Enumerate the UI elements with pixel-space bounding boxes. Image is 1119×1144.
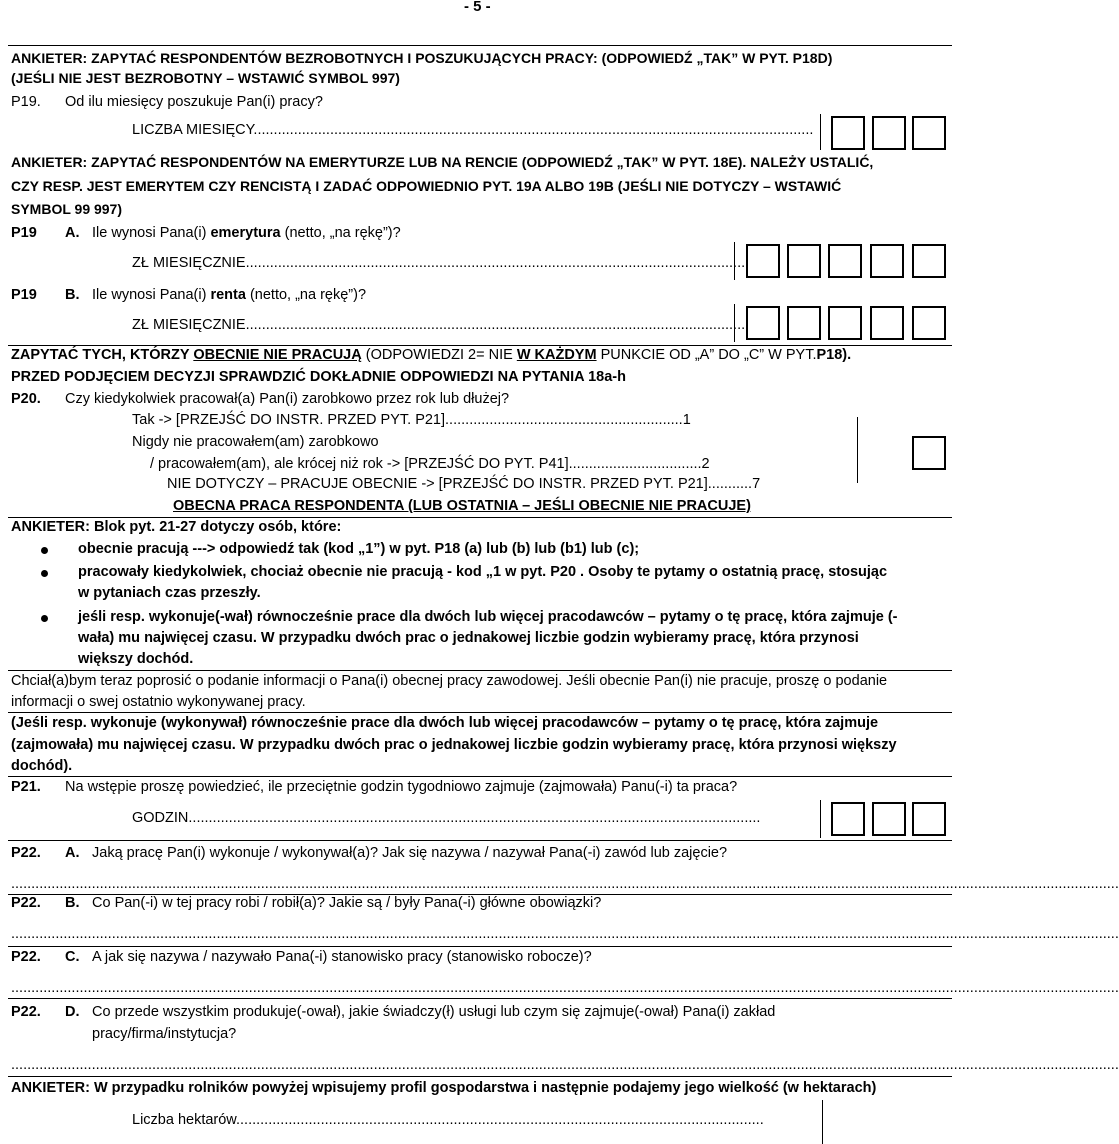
instruction-retired-line3: SYMBOL 99 997): [11, 201, 123, 217]
bullet-multiple-employers-line1: jeśli resp. wykonuje(-wał) równocześnie prace dla dwóch lub więcej pracodawców – pytamy o tę pracę, która zajmuje (-: [78, 609, 898, 625]
pension-digit-box-2[interactable]: [787, 244, 821, 278]
question-number: P21.: [11, 779, 41, 795]
rule: [8, 517, 952, 518]
bullet-dot: [41, 615, 48, 622]
page-number: - 5 -: [464, 0, 491, 15]
question-text-line1: Co przede wszystkim produkuje(-ował), jakie świadczy(ł) usługi lub czym się zajmuje(-ował) Pana(i) zakład: [92, 1004, 776, 1020]
answer-label-months: LICZBA MIESIĘCY...........................................................................................................................................: [132, 122, 814, 138]
rule: [8, 1076, 952, 1077]
question-text: Ile wynosi Pana(i) emerytura (netto, „na rękę”)?: [92, 225, 401, 241]
note-paragraph-line2: (zajmowała) mu najwięcej czasu. W przypadku dwóch prac o jednakowej liczbie godzin wybieramy pracę, która przynosi większy: [11, 737, 897, 753]
bullet-dot: [41, 547, 48, 554]
rule: [8, 712, 952, 713]
note-paragraph-line3: dochód).: [11, 758, 73, 774]
pension-digit-box-3[interactable]: [828, 244, 862, 278]
question-number: P19: [11, 225, 37, 241]
rule: [8, 946, 952, 947]
pension-digit-box-5[interactable]: [912, 244, 946, 278]
annuity-digit-box-1[interactable]: [746, 306, 780, 340]
question-letter: C.: [65, 949, 80, 965]
answer-line-employer[interactable]: ...................................................................................................................................................................................................................................................................................: [11, 1057, 1119, 1073]
option-not-applicable: NIE DOTYCZY – PRACUJE OBECNIE -> [PRZEJŚĆ DO INSTR. PRZED PYT. P21]...........7: [167, 476, 761, 492]
section-heading-current-job: OBECNA PRACA RESPONDENTA (LUB OSTATNIA – JEŚLI OBECNIE NIE PRACUJE): [173, 498, 751, 514]
question-text: Od ilu miesięcy poszukuje Pan(i) pracy?: [65, 94, 323, 110]
rule: [8, 776, 952, 777]
instruction-unemployed-line2: (JEŚLI NIE JEST BEZROBOTNY – WSTAWIĆ SYMBOL 997): [11, 70, 400, 86]
question-number: P19.: [11, 94, 41, 110]
rule-top: [8, 45, 952, 46]
hours-digit-box-2[interactable]: [872, 802, 906, 836]
answer-label-pension: ZŁ MIESIĘCZNIE............................................................................................................................: [132, 255, 746, 271]
answer-label-annuity: ZŁ MIESIĘCZNIE............................................................................................................................: [132, 317, 746, 333]
question-number: P22.: [11, 949, 41, 965]
instruction-not-working-line2: PRZED PODJĘCIEM DECYZJI SPRAWDZIĆ DOKŁADNIE ODPOWIEDZI NA PYTANIA 18a-h: [11, 369, 626, 385]
rule: [8, 670, 952, 671]
question-text: A jak się nazywa / nazywało Pana(-i) stanowisko pracy (stanowisko robocze)?: [92, 949, 592, 965]
question-letter: D.: [65, 1004, 80, 1020]
answer-label-hours: GODZIN..............................................................................................................................................: [132, 810, 761, 826]
pension-digit-box-4[interactable]: [870, 244, 904, 278]
bullet-working: obecnie pracują ---> odpowiedź tak (kod „1”) w pyt. P18 (a) lub (b) lub (b1) lub (c);: [78, 541, 640, 557]
question-text: Jaką pracę Pan(i) wykonuje / wykonywał(a)? Jak się nazywa / nazywał Pana(-i) zawód lub zajęcie?: [92, 845, 728, 861]
question-text: Ile wynosi Pana(i) renta (netto, „na rękę”)?: [92, 287, 367, 303]
months-digit-box-3[interactable]: [912, 116, 946, 150]
answer-code-box[interactable]: [912, 436, 946, 470]
instruction-not-working-line1: ZAPYTAĆ TYCH, KTÓRZY OBECNIE NIE PRACUJĄ (ODPOWIEDZI 2= NIE W KAŻDYM PUNKCIE OD „A” DO „C” W PYT.P18).: [11, 347, 852, 363]
question-number: P22.: [11, 1004, 41, 1020]
bullet-multiple-employers-line3: większy dochód.: [78, 651, 194, 667]
instruction-block-intro: ANKIETER: Blok pyt. 21-27 dotyczy osób, które:: [11, 519, 342, 535]
question-text-line2: pracy/firma/instytucja?: [92, 1026, 237, 1042]
annuity-digit-box-3[interactable]: [828, 306, 862, 340]
answer-boxes-separator: [822, 1100, 823, 1144]
instruction-retired-line1: ANKIETER: ZAPYTAĆ RESPONDENTÓW NA EMERYTURZE LUB NA RENCIE (ODPOWIEDŹ „TAK” W PYT. 18E). NALEŻY USTALIĆ,: [11, 154, 874, 170]
option-never-line1: Nigdy nie pracowałem(am) zarobkowo: [132, 434, 379, 450]
instruction-retired-line2: CZY RESP. JEST EMERYTEM CZY RENCISTĄ I ZADAĆ ODPOWIEDNIO PYT. 19A ALBO 19B (JEŚLI NIE DOTYCZY – WSTAWIĆ: [11, 178, 842, 194]
months-digit-box-2[interactable]: [872, 116, 906, 150]
pension-digit-box-1[interactable]: [746, 244, 780, 278]
answer-line-position[interactable]: ...................................................................................................................................................................................................................................................................................: [11, 980, 1119, 996]
months-digit-box-1[interactable]: [831, 116, 865, 150]
hours-digit-box-1[interactable]: [831, 802, 865, 836]
option-yes: Tak -> [PRZEJŚĆ DO INSTR. PRZED PYT. P21]...........................................................1: [132, 412, 691, 428]
intro-paragraph-line2: informacji o swej ostatnio wykonywanej pracy.: [11, 694, 306, 710]
instruction-unemployed-line1: ANKIETER: ZAPYTAĆ RESPONDENTÓW BEZROBOTNYCH I POSZUKUJĄCYCH PRACY: (ODPOWIEDŹ „TAK” W PYT. P18D): [11, 50, 833, 66]
annuity-digit-box-2[interactable]: [787, 306, 821, 340]
answer-boxes-separator: [857, 417, 858, 483]
question-text: Na wstępie proszę powiedzieć, ile przeciętnie godzin tygodniowo zajmuje (zajmowała) Panu(-i) ta praca?: [65, 779, 738, 795]
bullet-previously-worked-line1: pracowały kiedykolwiek, chociaż obecnie nie pracują - kod „1 w pyt. P20 . Osoby te pytamy o ostatnią pracę, stosując: [78, 564, 888, 580]
instruction-farmers: ANKIETER: W przypadku rolników powyżej wpisujemy profil gospodarstwa i następnie podajemy jego wielkość (w hektarach): [11, 1080, 877, 1096]
bullet-multiple-employers-line2: wała) mu najwięcej czasu. W przypadku dwóch prac o jednakowej liczbie godzin wybieramy pracę, która przynosi: [78, 630, 859, 646]
bullet-dot: [41, 570, 48, 577]
note-paragraph-line1: (Jeśli resp. wykonuje (wykonywał) równocześnie prace dla dwóch lub więcej pracodawców – pytamy o tę pracę, która zajmuje: [11, 715, 879, 731]
annuity-digit-box-4[interactable]: [870, 306, 904, 340]
question-letter: A.: [65, 225, 80, 241]
question-text: Co Pan(-i) w tej pracy robi / robił(a)? Jakie są / były Pana(-i) główne obowiązki?: [92, 895, 602, 911]
intro-paragraph-line1: Chciał(a)bym teraz poprosić o podanie informacji o Pana(i) obecnej pracy zawodowej. Jeśli obecnie Pan(i) nie pracuje, proszę o podanie: [11, 673, 888, 689]
annuity-digit-box-5[interactable]: [912, 306, 946, 340]
question-number: P20.: [11, 391, 41, 407]
question-number: P19: [11, 287, 37, 303]
answer-boxes-separator: [820, 800, 821, 838]
answer-label-hectares[interactable]: Liczba hektarów...................................................................................................................................: [132, 1112, 764, 1128]
question-number: P22.: [11, 845, 41, 861]
answer-line-duties[interactable]: ...................................................................................................................................................................................................................................................................................: [11, 926, 1119, 942]
bullet-previously-worked-line2: w pytaniach czas przeszły.: [78, 585, 261, 601]
answer-boxes-separator: [734, 242, 735, 280]
answer-boxes-separator: [820, 114, 821, 150]
question-text: Czy kiedykolwiek pracował(a) Pan(i) zarobkowo przez rok lub dłużej?: [65, 391, 510, 407]
hours-digit-box-3[interactable]: [912, 802, 946, 836]
question-letter: B.: [65, 287, 80, 303]
rule: [8, 840, 952, 841]
rule: [8, 345, 952, 346]
question-letter: B.: [65, 895, 80, 911]
answer-boxes-separator: [734, 304, 735, 342]
rule: [8, 998, 952, 999]
question-number: P22.: [11, 895, 41, 911]
answer-line-occupation[interactable]: ...................................................................................................................................................................................................................................................................................: [11, 876, 1119, 892]
option-never-line2: / pracowałem(am), ale krócej niż rok -> [PRZEJŚĆ DO PYT. P41].................................2: [150, 456, 710, 472]
question-letter: A.: [65, 845, 80, 861]
